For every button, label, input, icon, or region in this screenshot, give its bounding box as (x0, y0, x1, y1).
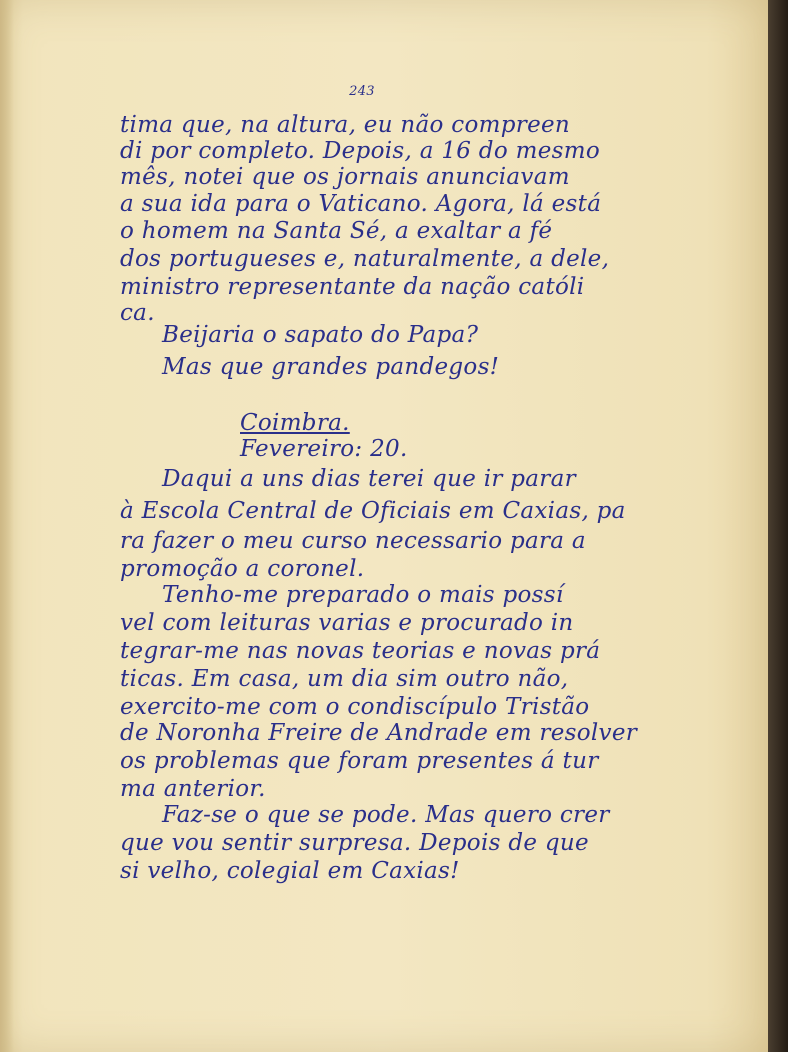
text-line: di por completo. Depois, a 16 do mesmo (120, 138, 600, 164)
text-line: mês, notei que os jornais anunciavam (120, 164, 570, 190)
book-spine-edge (768, 0, 788, 1052)
text-line: tima que, na altura, eu não compreen (120, 112, 571, 138)
text-line: ticas. Em casa, um dia sim outro não, (120, 666, 569, 692)
text-line: Daqui a uns dias terei que ir parar (162, 466, 576, 492)
text-line: Tenho-me preparado o mais possí (162, 582, 564, 608)
text-line: ra fazer o meu curso necessario para a (120, 528, 586, 554)
text-line: Faz-se o que se pode. Mas quero crer (162, 802, 610, 828)
text-line: o homem na Santa Sé, a exaltar a fé (120, 218, 553, 244)
section-heading-date: Fevereiro: 20. (240, 436, 408, 462)
text-line: os problemas que foram presentes á tur (120, 748, 599, 774)
text-line: tegrar-me nas novas teorias e novas prá (120, 638, 601, 664)
page-number: 243 (349, 84, 375, 99)
text-line: à Escola Central de Oficiais em Caxias, pa (120, 498, 626, 524)
text-line: ca. (120, 300, 155, 326)
text-line: Beijaria o sapato do Papa? (162, 322, 479, 348)
text-line: ma anterior. (120, 776, 266, 802)
text-line: a sua ida para o Vaticano. Agora, lá está (120, 191, 602, 217)
text-line: promoção a coronel. (120, 556, 365, 582)
text-line: vel com leituras varias e procurado in (120, 610, 574, 636)
text-line: que vou sentir surpresa. Depois de que (120, 830, 589, 856)
text-line: Mas que grandes pandegos! (162, 354, 500, 380)
text-line: exercito-me com o condiscípulo Tristão (120, 694, 590, 720)
text-line: dos portugueses e, naturalmente, a dele, (120, 246, 610, 272)
text-line: si velho, colegial em Caxias! (120, 858, 460, 884)
section-heading-place: Coimbra. (240, 410, 350, 436)
text-line: de Noronha Freire de Andrade em resolver (120, 720, 638, 746)
text-line: ministro representante da nação católi (120, 274, 585, 300)
